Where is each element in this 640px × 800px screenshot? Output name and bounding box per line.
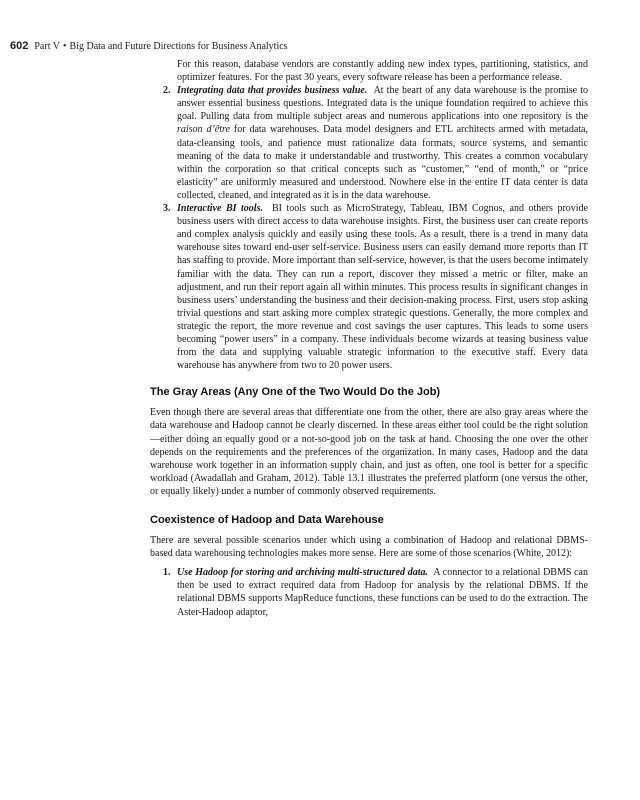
list-item (150, 84, 588, 202)
header-bullet: • (63, 41, 67, 52)
list-text-continued: for data warehouses. Data model designers and ETL architects armed with metadata, data-cleansing tools, and patience must rationalize data formats, source systems, and semantic meaning of the data to make it understandable and trustworthy. This creates a common vocabulary within the corporation so that critical concepts such as “customer,” “end of month,” or “price elasticity” are uniformly measured and understood. Nowhere else in the entire IT data center is data collected, cleaned, and integrated as it is in the data warehouse. (177, 124, 588, 201)
list-number: 3. (163, 203, 171, 215)
section-paragraph: There are several possible scenarios under which using a combination of Hadoop and relational DBMS-based data warehousing technologies makes more sense. Here are some of those scenarios (White, 2012): (150, 535, 588, 560)
continued-paragraph: For this reason, database vendors are constantly adding new index types, partitioning, statistics, and optimizer features. For the past 30 years, every software release has been a performance release. (177, 59, 588, 84)
list-number: 2. (163, 85, 171, 97)
section-heading-gray-areas: The Gray Areas (Any One of the Two Would Do the Job) (150, 386, 441, 399)
section-paragraph: Even though there are several areas that differentiate one from the other, there are also gray areas where the data warehouse and Hadoop cannot be clearly discerned. In these areas either tool could be the right solution—either doing an equally good or a not-so-good job on the task at hand. Choosing the one over the other depends on the requirements and the preferences of the organization. In many cases, Hadoop and the data warehouse work together in an information supply chain, and just as often, one tool is better for a specific workload (Awadallah and Graham, 2012). Table 13.1 illustrates the preferred platform (one versus the other, or equally likely) under a number of commonly observed requirements. (150, 407, 588, 497)
list-text: BI tools such as MicroStrategy, Tableau, IBM Cognos, and others provide business users with direct access to data warehouse insights. First, the business user can create reports and complex analysis quickly and easily using these tools. As a result, there is a trend in many data warehouse sites toward end-user self-service. Business users can easily demand more reports than IT has staffing to provide. More important than self-service, however, is that the users become intimately familiar with the data. They can run a report, discover they missed a metric or filter, make an adjustment, and run their report again all within minutes. This process results in significant changes in business users’ understanding the business and their decision-making process. First, users stop asking trivial questions and start asking more complex strategic questions. Generally, the more complex and strategic the report, the more revenue and cost savings the user captures. This leads to some users becoming “power users” in a company. These individuals become wizards at teasing business value from the data and supplying valuable strategic information to the executive staff. Every data warehouse has anywhere from two to 20 power users. (177, 203, 588, 372)
text-body (150, 58, 588, 619)
page-number: 602 (10, 40, 29, 52)
list-number: 1. (163, 567, 171, 579)
section-heading-coexistence: Coexistence of Hadoop and Data Warehouse (150, 514, 384, 526)
list-lead: Use Hadoop for storing and archiving multi-structured data. (177, 567, 428, 579)
part-label: Part V (34, 41, 61, 52)
list-lead: Interactive BI tools. (177, 203, 263, 215)
list-item (150, 202, 588, 372)
list-italic-term: raison d’être (177, 124, 230, 136)
running-header (10, 40, 288, 52)
chapter-title: Big Data and Future Directions for Business Analytics (69, 41, 288, 52)
list-lead: Integrating data that provides business value. (177, 85, 368, 97)
list-text: At the heart of any data warehouse is the promise to answer essential business questions. Integrated data is the unique foundation required to achieve this goal. Pulling data from multiple subject areas and numerous applications into one repository is the (177, 85, 588, 123)
list-text: A connector to a relational DBMS can then be used to extract required data from Hadoop for analysis by the relational DBMS. If the relational DBMS supports MapReduce functions, these functions can be used to do the extraction. The Aster-Hadoop adaptor, (177, 567, 589, 618)
list-item (150, 566, 588, 618)
